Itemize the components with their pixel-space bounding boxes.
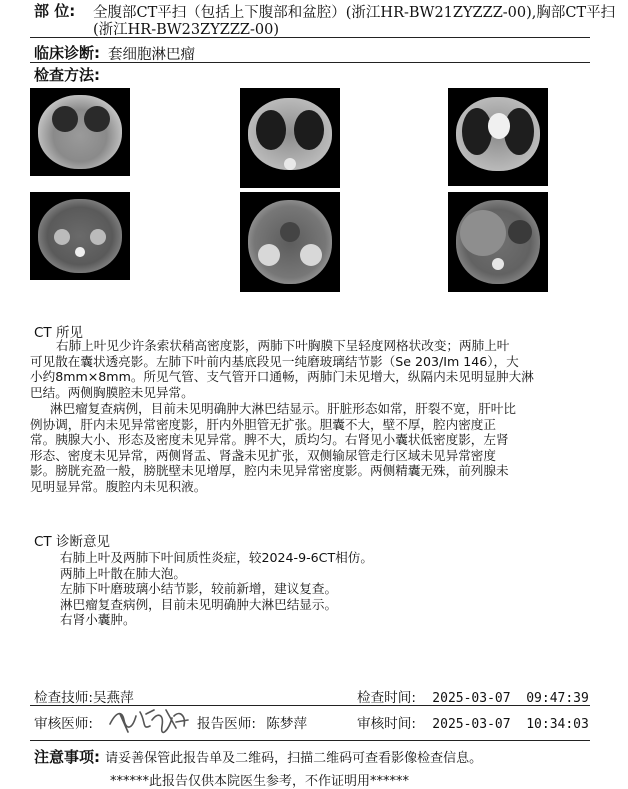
ct-image-chest-upper bbox=[240, 88, 340, 188]
findings-line: 形态、密度未见异常，两侧肾盂、肾盏未见扩张，双侧输尿管走行区域未见异常密度 bbox=[30, 447, 496, 463]
review-time-row bbox=[357, 712, 589, 732]
impression-item: 左肺下叶磨玻璃小结节影，较前新增，建议复查。 bbox=[60, 581, 338, 597]
part-line-1: 全腹部CT平扫（包括上下腹部和盆腔）(浙江HR-BW21ZYZZZ-00),胸部CT平扫 bbox=[93, 5, 616, 21]
ct-image-chest-heart bbox=[448, 88, 548, 186]
exam-time-label: 检查时间: bbox=[357, 690, 416, 706]
exam-time-value: 2025-03-07 09:47:39 bbox=[432, 691, 589, 706]
report-doctor-label: 报告医师: bbox=[197, 716, 256, 732]
report-doctor-name: 陈梦萍 bbox=[266, 716, 308, 732]
method-label: 检查方法: bbox=[34, 66, 100, 84]
findings-line: 淋巴瘤复查病例，目前未见明确肿大淋巴结显示。肝脏形态如常，肝裂不宽，肝叶比 bbox=[50, 401, 516, 416]
notice-row bbox=[34, 746, 482, 767]
review-time-label: 审核时间: bbox=[357, 716, 416, 732]
findings-line: 小约8mm×8mm。所见气管、支气管开口通畅，两肺门未见增大，纵隔内未见明显肿大淋 bbox=[30, 369, 534, 385]
impression-title: CT 诊断意见 bbox=[34, 534, 110, 550]
findings-line: 影。膀胱充盈一般，膀胱壁未见增厚，腔内未见异常密度影。两侧精囊无殊，前列腺未 bbox=[30, 463, 509, 479]
findings-line: 右肺上叶见少许条索状稍高密度影，两肺下叶胸膜下呈轻度网格状改变；两肺上叶 bbox=[56, 338, 510, 353]
notice-label: 注意事项: bbox=[34, 748, 100, 766]
impression-list bbox=[60, 550, 560, 628]
findings-title: CT 所见 bbox=[34, 325, 83, 341]
technician-label: 检查技师: bbox=[34, 690, 93, 706]
footer-rule bbox=[30, 740, 590, 741]
header-rule-2 bbox=[30, 62, 590, 63]
notice-text: 请妥善保管此报告单及二维码，扫描二维码可查看影像检查信息。 bbox=[105, 751, 483, 766]
findings-para-1 bbox=[30, 338, 560, 400]
impression-item: 两肺上叶散在肺大泡。 bbox=[60, 565, 186, 581]
part-label: 部 位: bbox=[34, 2, 76, 20]
ct-image-abdomen bbox=[30, 192, 130, 280]
header-rule-1 bbox=[30, 37, 590, 38]
findings-para-2 bbox=[30, 401, 560, 495]
diagnosis-label: 临床诊断: bbox=[34, 44, 100, 62]
ct-image-pelvis bbox=[240, 192, 340, 292]
impression-item: 右肾小囊肿。 bbox=[60, 612, 136, 628]
ct-image-upper-abdomen bbox=[30, 88, 130, 176]
review-time-value: 2025-03-07 10:34:03 bbox=[432, 717, 589, 732]
ct-image-liver bbox=[448, 192, 548, 292]
findings-line: 巴结。两侧胸膜腔未见异常。 bbox=[30, 384, 194, 400]
exam-time-row bbox=[357, 686, 589, 706]
impression-item: 淋巴瘤复查病例，目前未见明确肿大淋巴结显示。 bbox=[60, 596, 338, 612]
disclaimer: ******此报告仅供本院医生参考，不作证明用****** bbox=[110, 774, 410, 789]
findings-line: 例协调，肝内未见异常密度影，肝内外胆管无扩张。胆囊不大，壁不厚，腔内密度正 bbox=[30, 416, 496, 432]
findings-line: 常。胰腺大小、形态及密度未见异常。脾不大，质均匀。右肾见小囊状低密度影，左肾 bbox=[30, 432, 509, 448]
technician-name: 吴燕萍 bbox=[92, 690, 134, 706]
report-doctor-row bbox=[197, 712, 307, 732]
diagnosis-value: 套细胞淋巴瘤 bbox=[108, 47, 195, 63]
reviewer-signature bbox=[106, 702, 192, 736]
part-line-2: (浙江HR-BW23ZYZZZ-00) bbox=[93, 22, 280, 38]
reviewer-label: 审核医师: bbox=[34, 716, 93, 732]
findings-line: 见明显异常。腹腔内未见积液。 bbox=[30, 478, 207, 494]
impression-item: 右肺上叶及两肺下叶间质性炎症，较2024-9-6CT相仿。 bbox=[60, 550, 373, 565]
findings-line: 可见散在囊状透亮影。左肺下叶前内基底段见一纯磨玻璃结节影（Se 203/Im 146），大 bbox=[30, 353, 519, 369]
